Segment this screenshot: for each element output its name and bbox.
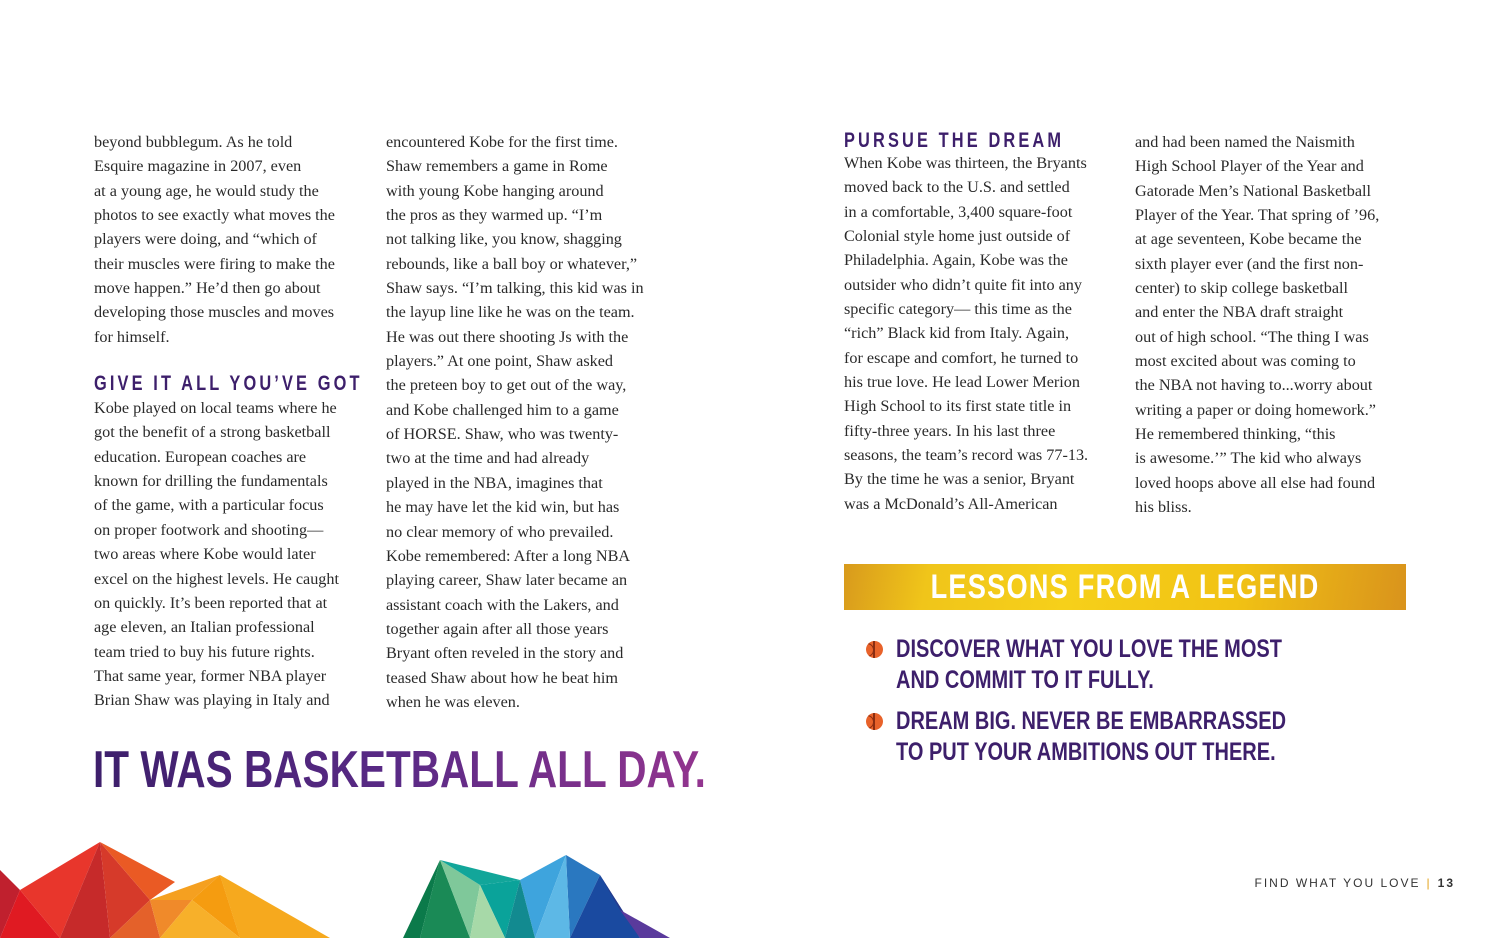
pull-quote: IT WAS BASKETBALL ALL DAY.: [93, 741, 706, 799]
body-text-line: High School Player of the Year and: [1135, 157, 1364, 176]
body-text-line: specific category— this time as the: [844, 300, 1072, 319]
body-text-line: education. European coaches are: [94, 447, 307, 466]
body-text-line: and enter the NBA draft straight: [1135, 303, 1344, 322]
lessons-banner: [844, 564, 1406, 610]
body-text-line: his bliss.: [1135, 498, 1192, 517]
body-text-line: moved back to the U.S. and settled: [844, 178, 1070, 197]
body-text-line: High School to its first state title in: [844, 397, 1072, 416]
body-text-line: not talking like, you know, shagging: [386, 230, 622, 249]
body-text-line: Kobe remembered: After a long NBA: [386, 546, 631, 565]
body-text-line: their muscles were firing to make the: [94, 254, 335, 273]
body-text-line: together again after all those years: [386, 619, 609, 638]
body-text-line: Esquire magazine in 2007, even: [94, 157, 302, 176]
body-text-line: was a McDonald’s All-American: [844, 494, 1058, 513]
column-1: [94, 130, 384, 713]
body-text-line: developing those muscles and moves: [94, 303, 335, 322]
basketball-icon: [866, 713, 883, 730]
body-text-line: at age seventeen, Kobe became the: [1135, 230, 1362, 249]
body-text-line: no clear memory of who prevailed.: [386, 522, 614, 541]
body-text-line: for himself.: [94, 327, 170, 346]
page-footer: [1254, 876, 1455, 890]
body-text-line: he may have let the kid win, but has: [386, 498, 620, 517]
body-text-line: when he was eleven.: [386, 692, 520, 711]
body-text-line: is awesome.’” The kid who always: [1135, 449, 1362, 468]
body-text-line: players.” At one point, Shaw asked: [386, 352, 614, 371]
lesson-item: [866, 634, 1406, 696]
body-text-line: He remembered thinking, “this: [1135, 425, 1336, 444]
body-text-line: in a comfortable, 3,400 square-foot: [844, 202, 1073, 221]
body-text-line: the pros as they warmed up. “I’m: [386, 206, 603, 225]
column-2: [386, 130, 676, 714]
lesson-text: DISCOVER WHAT YOU LOVE THE MOST AND COMMIT TO IT FULLY.: [896, 635, 1282, 694]
body-text-line: his true love. He lead Lower Merion: [844, 373, 1080, 392]
body-text-line: got the benefit of a strong basketball: [94, 423, 331, 442]
body-text-line: photos to see exactly what moves the: [94, 206, 335, 225]
body-text-line: Shaw remembers a game in Rome: [386, 157, 608, 176]
body-text-line: That same year, former NBA player: [94, 666, 327, 685]
lessons-title: LESSONS FROM A LEGEND: [930, 567, 1320, 606]
column-4: [1135, 130, 1425, 520]
body-text-line: He was out there shooting Js with the: [386, 327, 629, 346]
body-text-line: move happen.” He’d then go about: [94, 279, 321, 298]
body-text-line: Kobe played on local teams where he: [94, 399, 337, 418]
page-number: 13: [1437, 876, 1455, 890]
body-text-line: seasons, the team’s record was 77-13.: [844, 446, 1089, 465]
column-3: [844, 130, 1134, 516]
body-text-line: players were doing, and “which of: [94, 230, 317, 249]
body-text-line: for escape and comfort, he turned to: [844, 348, 1079, 367]
body-text-line: sixth player ever (and the first non-: [1135, 254, 1364, 273]
polygon-mountains-decoration: [0, 830, 700, 938]
body-text-line: assistant coach with the Lakers, and: [386, 595, 619, 614]
body-text-line: with young Kobe hanging around: [386, 181, 604, 200]
body-text-line: center) to skip college basketball: [1135, 279, 1349, 298]
body-text-line: Shaw says. “I’m talking, this kid was in: [386, 279, 644, 298]
body-text-line: age eleven, an Italian professional: [94, 618, 315, 637]
body-text-line: excel on the highest levels. He caught: [94, 569, 339, 588]
basketball-icon: [866, 641, 883, 658]
body-text-line: rebounds, like a ball boy or whatever,”: [386, 254, 638, 273]
body-text-line: the NBA not having to...worry about: [1135, 376, 1373, 395]
section-heading: GIVE IT ALL YOU’VE GOT: [94, 372, 363, 396]
body-text-line: two at the time and had already: [386, 449, 590, 468]
body-text-line: on quickly. It’s been reported that at: [94, 593, 328, 612]
body-text-line: encountered Kobe for the first time.: [386, 133, 618, 151]
section-heading: PURSUE THE DREAM: [844, 129, 1065, 152]
body-text-line: known for drilling the fundamentals: [94, 472, 328, 491]
body-text-line: Philadelphia. Again, Kobe was the: [844, 251, 1068, 270]
body-text-line: and had been named the Naismith: [1135, 133, 1355, 151]
body-text-line: out of high school. “The thing I was: [1135, 327, 1369, 346]
body-text-line: beyond bubblegum. As he told: [94, 133, 293, 151]
body-text-line: Colonial style home just outside of: [844, 227, 1071, 246]
body-text-line: outsider who didn’t quite fit into any: [844, 275, 1082, 294]
body-text-line: playing career, Shaw later became an: [386, 571, 628, 590]
body-text-line: team tried to buy his future rights.: [94, 642, 315, 661]
body-text-line: on proper footwork and shooting—: [94, 520, 324, 539]
body-text-line: loved hoops above all else had found: [1135, 473, 1376, 492]
body-text-line: two areas where Kobe would later: [94, 545, 316, 564]
body-text-line: played in the NBA, imagines that: [386, 473, 603, 492]
body-text-line: teased Shaw about how he beat him: [386, 668, 618, 687]
body-text-line: Gatorade Men’s National Basketball: [1135, 181, 1371, 200]
body-text-line: the preteen boy to get out of the way,: [386, 376, 627, 395]
lesson-text: DREAM BIG. NEVER BE EMBARRASSED TO PUT YOUR AMBITIONS OUT THERE.: [896, 707, 1287, 766]
body-text-line: By the time he was a senior, Bryant: [844, 470, 1075, 489]
body-text-line: “rich” Black kid from Italy. Again,: [844, 324, 1070, 343]
lesson-item: [866, 706, 1406, 768]
body-text-line: When Kobe was thirteen, the Bryants: [844, 154, 1087, 172]
body-text-line: the layup line like he was on the team.: [386, 303, 635, 322]
running-footer-section: FIND WHAT YOU LOVE: [1254, 876, 1421, 890]
footer-separator: |: [1426, 876, 1432, 890]
body-text-line: Bryant often reveled in the story and: [386, 644, 624, 663]
body-text-line: writing a paper or doing homework.”: [1135, 400, 1376, 419]
body-text-line: most excited about was coming to: [1135, 352, 1356, 371]
body-text-line: and Kobe challenged him to a game: [386, 400, 619, 419]
body-text-line: Brian Shaw was playing in Italy and: [94, 691, 330, 710]
lessons-list: [866, 634, 1406, 778]
body-text-line: of HORSE. Shaw, who was twenty-: [386, 425, 619, 444]
body-text-line: at a young age, he would study the: [94, 181, 319, 200]
body-text-line: of the game, with a particular focus: [94, 496, 324, 515]
body-text-line: Player of the Year. That spring of ’96,: [1135, 206, 1380, 225]
body-text-line: fifty-three years. In his last three: [844, 421, 1056, 440]
